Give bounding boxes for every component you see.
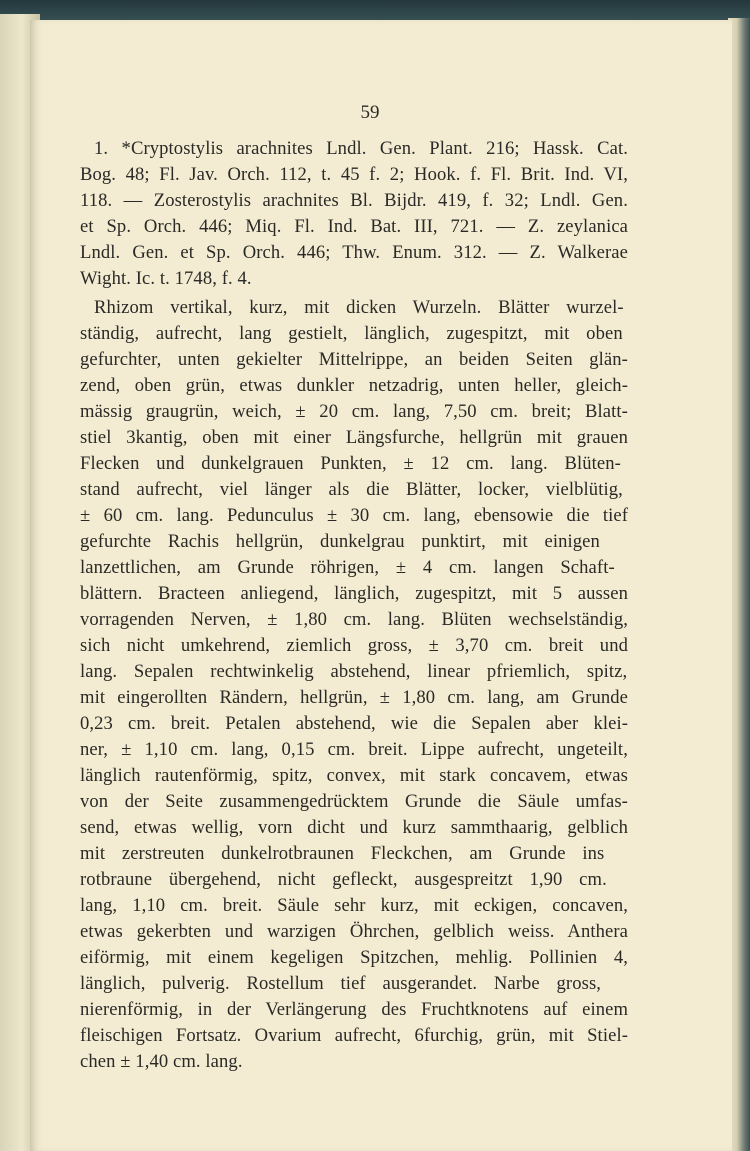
text-line: nierenförmig, in der Verlängerung des Fruchtknotens auf einem: [80, 999, 629, 1020]
text-line: Wight. Ic. t. 1748, f. 4.: [80, 268, 252, 289]
text-line: mit zerstreuten dunkelrotbraunen Fleckchen, am Grunde ins: [80, 843, 605, 864]
text-line: sich nicht umkehrend, ziemlich gross, ± 3,70 cm. breit und: [80, 635, 628, 656]
text-line: Lndl. Gen. et Sp. Orch. 446; Thw. Enum. 312. — Z. Walkerae: [80, 242, 628, 263]
page-number: 59: [360, 102, 380, 123]
text-line: gefurchter, unten gekielter Mittelrippe, an beiden Seiten glän-: [80, 349, 628, 370]
text-line: Rhizom vertikal, kurz, mit dicken Wurzeln. Blätter wurzel-: [94, 297, 624, 318]
text-line: mit eingerollten Rändern, hellgrün, ± 1,80 cm. lang, am Grunde: [80, 687, 628, 708]
text-line: blättern. Bracteen anliegend, länglich, zugespitzt, mit 5 aussen: [80, 583, 628, 604]
text-line: 1. *Cryptostylis arachnites Lndl. Gen. Plant. 216; Hassk. Cat.: [94, 138, 628, 159]
text-line: Flecken und dunkelgrauen Punkten, ± 12 cm. lang. Blüten-: [80, 453, 621, 474]
text-line: ner, ± 1,10 cm. lang, 0,15 cm. breit. Lippe aufrecht, ungeteilt,: [80, 739, 628, 760]
text-line: stand aufrecht, viel länger als die Blätter, locker, vielblütig,: [80, 479, 623, 500]
text-line: eiförmig, mit einem kegeligen Spitzchen, mehlig. Pollinien 4,: [80, 947, 628, 968]
book-page: [30, 20, 732, 1151]
text-line: Bog. 48; Fl. Jav. Orch. 112, t. 45 f. 2; Hook. f. Fl. Brit. Ind. VI,: [80, 164, 629, 185]
text-line: chen ± 1,40 cm. lang.: [80, 1051, 243, 1072]
text-line: 118. — Zosterostylis arachnites Bl. Bijdr. 419, f. 32; Lndl. Gen.: [80, 190, 628, 211]
text-line: ± 60 cm. lang. Pedunculus ± 30 cm. lang, ebensowie die tief: [80, 505, 628, 526]
text-line: von der Seite zusammengedrücktem Grunde die Säule umfas-: [80, 791, 628, 812]
text-line: lang. Sepalen rechtwinkelig abstehend, linear pfriemlich, spitz,: [80, 661, 628, 682]
text-line: lang, 1,10 cm. breit. Säule sehr kurz, mit eckigen, concaven,: [80, 895, 628, 916]
text-line: lanzettlichen, am Grunde röhrigen, ± 4 cm. langen Schaft-: [80, 557, 615, 578]
text-line: 0,23 cm. breit. Petalen abstehend, wie die Sepalen aber klei-: [80, 713, 629, 734]
text-line: zend, oben grün, etwas dunkler netzadrig, unten heller, gleich-: [80, 375, 628, 396]
text-line: et Sp. Orch. 446; Miq. Fl. Ind. Bat. III, 721. — Z. zeylanica: [80, 216, 629, 237]
text-line: fleischigen Fortsatz. Ovarium aufrecht, 6furchig, grün, mit Stiel-: [80, 1025, 628, 1046]
text-line: stiel 3kantig, oben mit einer Längsfurche, hellgrün mit grauen: [80, 427, 628, 448]
text-line: rotbraune übergehend, nicht gefleckt, ausgespreitzt 1,90 cm.: [80, 869, 607, 890]
text-line: mässig graugrün, weich, ± 20 cm. lang, 7,50 cm. breit; Blatt-: [80, 401, 628, 422]
text-line: send, etwas wellig, vorn dicht und kurz sammthaarig, gelblich: [80, 817, 629, 838]
text-line: etwas gekerbten und warzigen Öhrchen, gelblich weiss. Anthera: [80, 921, 629, 942]
text-line: länglich, pulverig. Rostellum tief ausgerandet. Narbe gross,: [80, 973, 602, 994]
text-line: vorragenden Nerven, ± 1,80 cm. lang. Blüten wechselständig,: [80, 609, 628, 630]
text-line: gefurchte Rachis hellgrün, dunkelgrau punktirt, mit einigen: [80, 531, 600, 552]
text-line: ständig, aufrecht, lang gestielt, länglich, zugespitzt, mit oben: [80, 323, 623, 344]
text-line: länglich rautenförmig, spitz, convex, mit stark concavem, etwas: [80, 765, 628, 786]
